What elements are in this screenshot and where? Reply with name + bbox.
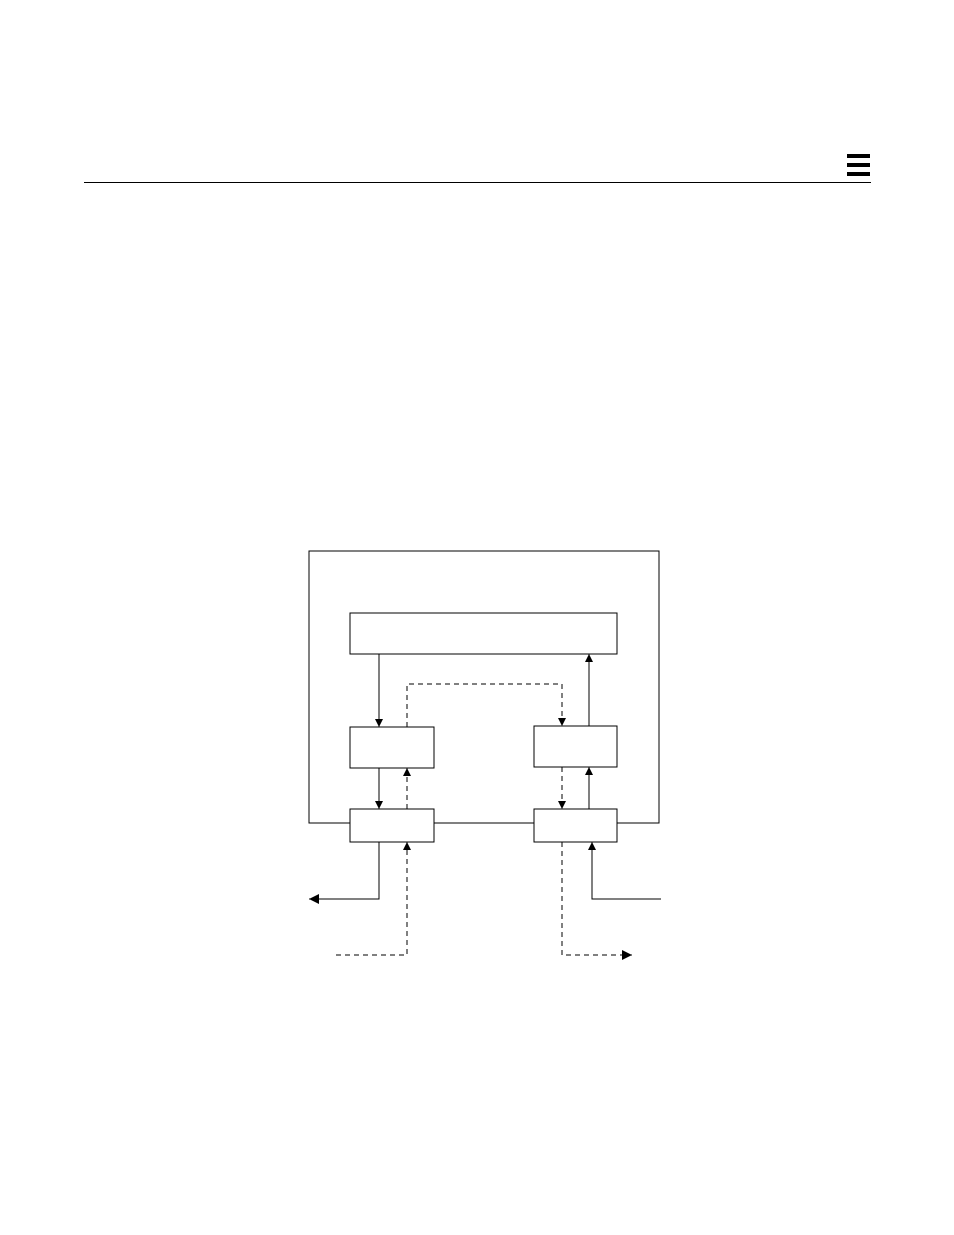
dashed-path-left-to-right <box>407 684 562 727</box>
bottom-left-box <box>350 809 434 842</box>
middle-left-box <box>350 727 434 768</box>
middle-right-box <box>534 726 617 767</box>
solid-output-left <box>309 842 379 899</box>
top-wide-box <box>350 613 617 654</box>
outer-container <box>309 551 659 823</box>
bottom-right-box <box>534 809 617 842</box>
solid-input-right <box>592 842 661 899</box>
